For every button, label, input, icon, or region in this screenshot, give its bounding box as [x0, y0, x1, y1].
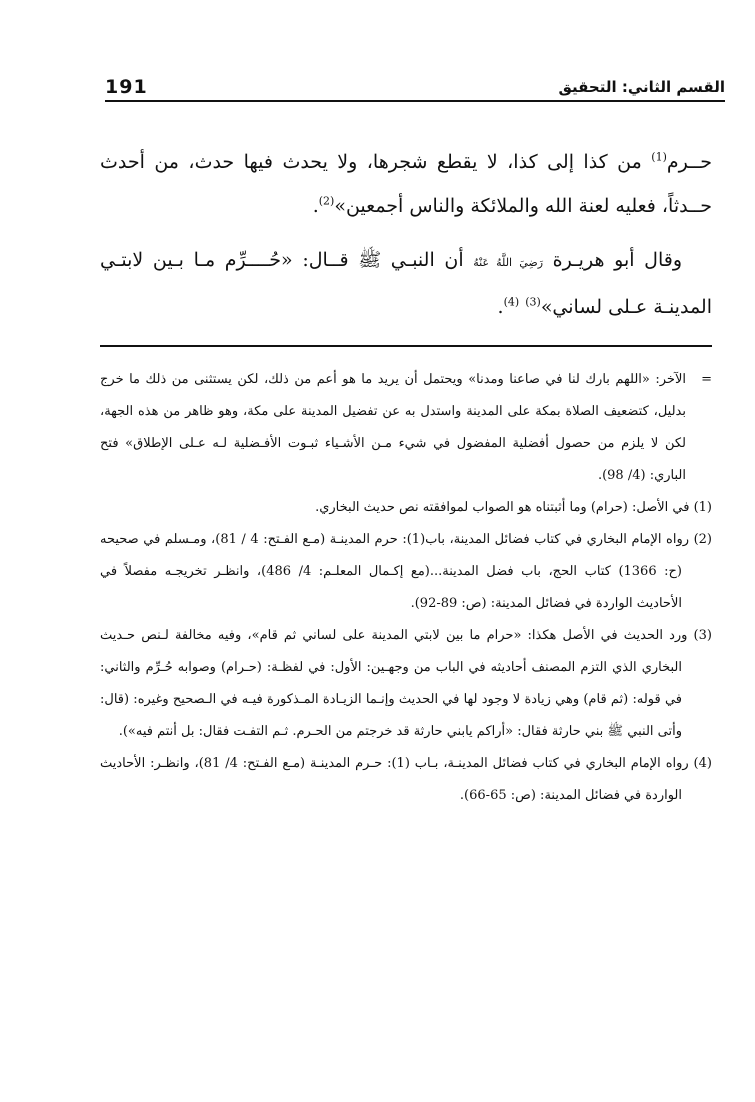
main-text: [100, 140, 712, 329]
text-run: حــرم: [666, 151, 712, 173]
text-run: أن النبـي: [381, 249, 474, 271]
text-run: .: [312, 195, 319, 217]
text-run: من كذا إلى كذا، لا يقطع شجرها، ولا يحدث فيها حدث، من أحدث حــدثاً، فعليه لعنة الله والملائكة والناس أجمعين»: [100, 151, 712, 217]
continuation-marker: =: [701, 372, 712, 387]
running-title: القسم الثاني: التحقيق: [558, 78, 725, 96]
footnote-text: الآخر: «اللهم بارك لنا في صاعنا ومدنا» ويحتمل أن يريد ما هو أعم من ذلك، لكن يستثنى من ذلك ما خرج بدليل، كتضعيف الصلاة بمكة على المدينة واستدل به عن تفضيل المدينة على مكة، وهو ظاهر من هذه الجهة، لكن لا يلزم من حصول أفضلية المفضول في شيء مـن الأشـياء ثبـوت الأفـضلية لـه عـلى الإطلاق» فتح الباري: (4/ 98).: [100, 372, 686, 483]
text-run: وقال أبو هريـرة: [543, 249, 683, 271]
footnote-ref: (3): [525, 295, 541, 309]
paragraph-hadith-2: [100, 238, 712, 329]
footnote-2: (2) رواه الإمام البخاري في كتاب فضائل المدينة، باب(1): حرم المدينـة (مـع الفـتح: 4 / 81)، ومـسلم في صحيحه (ح: 1366) كتاب الحج، باب فضل المدينة...(مع إكـمال المعلـم: 4/ 486)، وانظـر تخريجـه مفصلاً في الأحاديث الواردة في فضائل المدينة: (ص: 89-92).: [100, 532, 712, 611]
footnote-4: (4) رواه الإمام البخاري في كتاب فضائل المدينـة، بـاب (1): حـرم المدينـة (مـع الفـتح: 4/ 81)، وانظـر: الأحاديث الواردة في فضائل المدينة: (ص: 65-66).: [100, 756, 712, 803]
footnote-continuation: [100, 364, 712, 492]
footnote-ref: (1): [651, 150, 667, 164]
page-header: [105, 76, 725, 102]
text-run: قــال: «حُــــرِّم مـا بـين لابتـي المدينـة عـلى لساني»: [100, 249, 712, 318]
footnote-3: (3) ورد الحديث في الأصل هكذا: «حرام ما بين لابتي المدينة على لساني ثم قام»، وفيه مخالفة لـنص حـديث البخاري الذي التزم المصنف أحاديثه في الباب من وجهـين: الأول: في لفظـة: (حـرام) وصوابه حُـرِّم والثاني: في قوله: (ثم قام) وهي زيادة لا وجود لها في الحديث وإنـما الزيـادة المـذكورة فيـه في الـصحيح وغيره: (قال: وأتى النبي ﷺ بني حارثة فقال: «أراكم يابني حارثة قد خرجتم من الحـرم. ثـم التفـت فقال: بل أنتم فيه»).: [100, 628, 712, 739]
footnotes: [100, 364, 712, 812]
footnote-ref: (4): [503, 295, 520, 309]
paragraph-hadith-1: [100, 140, 712, 228]
text-run: .: [497, 296, 504, 318]
salawat-mark: ﷺ: [358, 249, 382, 271]
page-number: 191: [105, 76, 148, 98]
footnote-1: (1) في الأصل: (حرام) وما أثبتناه هو الصواب لموافقته نص حديث البخاري.: [315, 500, 712, 515]
footnote-ref: (2): [318, 194, 335, 208]
footnote-separator: [100, 345, 712, 347]
honorific-mark: رَضِيَ اللَّهُ عَنْهُ: [473, 256, 544, 269]
